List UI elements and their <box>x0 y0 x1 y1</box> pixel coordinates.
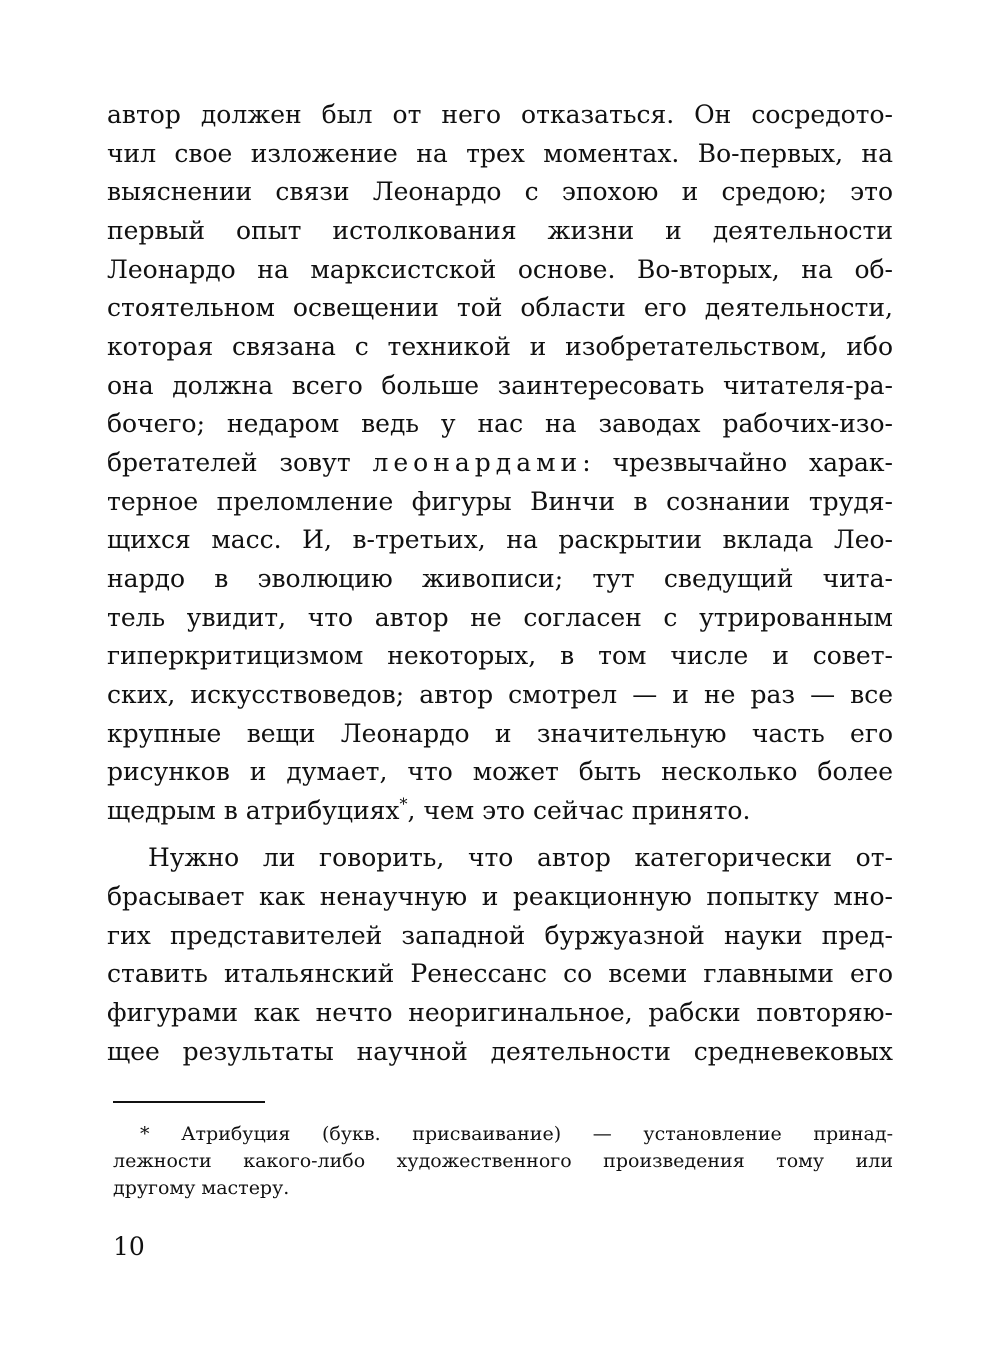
text-line: тель увидит, что автор не согласен с утрированным <box>107 603 893 632</box>
text-line: крупные вещи Леонардо и значительную часть его <box>107 719 893 748</box>
text-line: щихся масс. И, в-третьих, на раскрытии вклада Лео- <box>107 525 893 554</box>
text-line <box>107 792 893 830</box>
text-line: которая связана с техникой и изобретательством, ибо <box>107 332 893 361</box>
text-line: выяснении связи Леонардо с эпохою и средою; это <box>107 177 893 206</box>
text-line: Нужно ли говорить, что автор категорически от- <box>148 843 893 872</box>
text-line: нардо в эволюцию живописи; тут сведущий чита- <box>107 564 893 593</box>
footnote-marker: * <box>399 794 408 814</box>
text-line: ставить итальянский Ренессанс со всеми главными его <box>107 959 893 988</box>
text-line: фигурами как нечто неоригинальное, рабски повторяю- <box>107 998 893 1027</box>
text-line: терное преломление фигуры Винчи в сознании трудя- <box>107 487 893 516</box>
text-line: Леонардо на марксистской основе. Во-вторых, на об- <box>107 255 893 284</box>
text-line: рисунков и думает, что может быть несколько более <box>107 757 893 786</box>
footnote-line: лежности какого-либо художественного произведения тому или <box>113 1150 893 1172</box>
text-line: бочего; недаром ведь у нас на заводах рабочих-изо- <box>107 409 893 438</box>
text-line: она должна всего больше заинтересовать читателя-ра- <box>107 371 893 400</box>
footnote-line: другому мастеру. <box>113 1177 290 1199</box>
text-segment: щедрым в атрибуциях <box>107 796 400 825</box>
text-line: гих представителей западной буржуазной науки пред- <box>107 921 893 950</box>
text-segment: : чрезвычайно харак- <box>582 448 893 477</box>
page-number: 10 <box>113 1232 145 1261</box>
text-segment: бретателей зовут <box>107 448 351 477</box>
footnote-line: * Атрибуция (букв. присваивание) — установление принад- <box>140 1123 893 1145</box>
text-line: ских, искусствоведов; автор смотрел — и не раз — все <box>107 680 893 709</box>
text-line <box>107 444 893 482</box>
spaced-emphasis-word: леонардами <box>372 448 583 477</box>
text-line: автор должен был от него отказаться. Он сосредото- <box>107 100 893 129</box>
text-line: первый опыт истолкования жизни и деятельности <box>107 216 893 245</box>
text-line: щее результаты научной деятельности средневековых <box>107 1037 893 1066</box>
footnote-divider <box>113 1101 265 1103</box>
text-line: гиперкритицизмом некоторых, в том числе и совет- <box>107 641 893 670</box>
text-line: брасывает как ненаучную и реакционную попытку мно- <box>107 882 893 911</box>
text-segment: , чем это сейчас принято. <box>407 796 751 825</box>
text-line: стоятельном освещении той области его деятельности, <box>107 293 893 322</box>
text-line: чил свое изложение на трех моментах. Во-первых, на <box>107 139 893 168</box>
